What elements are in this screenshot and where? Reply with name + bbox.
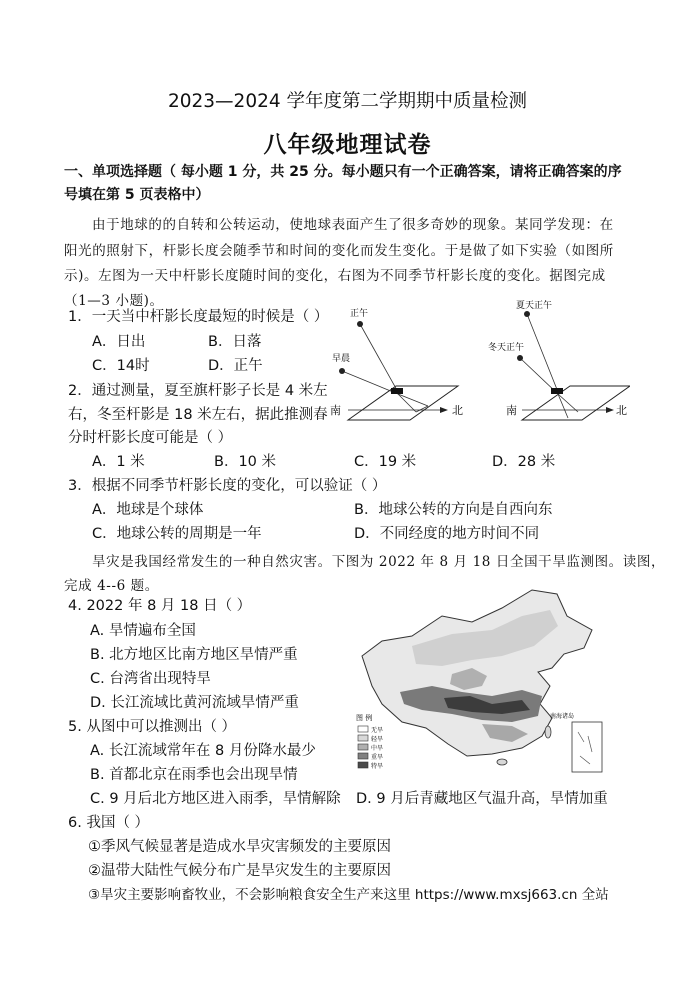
inset-label: 南海诸岛 — [550, 713, 575, 720]
question-6-statement-2: ②温带大陆性气候分布广是旱灾发生的主要原因 — [88, 863, 391, 879]
legend-swatch — [358, 753, 368, 759]
question-1-option-d: D．正午 — [208, 358, 263, 374]
question-3-option-a: A．地球是个球体 — [92, 502, 204, 518]
label-south-right: 南 — [506, 404, 517, 417]
legend-label: 轻旱 — [371, 736, 384, 743]
exam-subtitle: 八年级地理试卷 — [263, 131, 432, 158]
question-3-option-d: D．不同经度的地方时间不同 — [354, 526, 540, 542]
intro-paragraph-2-line2: 完成 4--6 题。 — [64, 578, 159, 594]
intro-paragraph-1-line3: 示)。左图为一天中杆影长度随时间的变化，右图为不同季节杆影长度的变化。据图完成 — [64, 268, 606, 284]
question-3-stem: 3．根据不同季节杆影长度的变化，可以验证（ ） — [68, 478, 387, 494]
legend-label: 特旱 — [371, 763, 384, 770]
question-3-option-b: B．地球公转的方向是自西向东 — [354, 502, 553, 518]
question-6-statement-3: ③旱灾主要影响畜牧业，不会影响粮食安全生产来这里 https://www.mxsj663.cn 全站 — [88, 887, 609, 903]
question-4-option-a: A. 旱情遍布全国 — [90, 623, 196, 639]
question-2-stem-line1: 2．通过测量，夏至旗杆影子长是 4 米左 — [68, 383, 328, 399]
summer-sun-icon — [524, 311, 530, 317]
question-4-stem: 4. 2022 年 8 月 18 日（ ） — [68, 598, 252, 614]
question-5-option-d: D. 9 月后青藏地区气温升高，旱情加重 — [356, 791, 608, 807]
question-5-option-b: B. 首都北京在雨季也会出现旱情 — [90, 767, 298, 783]
legend-label: 重旱 — [371, 754, 384, 761]
shadow-diagram-right — [488, 300, 630, 420]
label-north-right: 北 — [616, 404, 627, 417]
question-1-option-a: A．日出 — [92, 334, 146, 350]
intro-paragraph-1-line2: 阳光的照射下，杆影长度会随季节和时间的变化而发生变化。于是做了如下实验（如图所 — [64, 243, 614, 259]
legend-label: 中旱 — [371, 745, 384, 752]
question-1-option-c: C．14时 — [92, 358, 150, 374]
question-2-option-b: B．10 米 — [214, 454, 277, 470]
label-morning: 早晨 — [332, 354, 351, 364]
summer-sun-ray — [527, 314, 558, 392]
legend-swatch — [358, 762, 368, 768]
exam-header-title: 2023—2024 学年度第二学期期中质量检测 — [167, 91, 528, 112]
label-winter-noon: 冬天正午 — [488, 343, 525, 353]
question-5-option-c: C. 9 月后北方地区进入雨季，旱情解除 — [90, 791, 341, 807]
question-4-option-b: B. 北方地区比南方地区旱情严重 — [90, 647, 298, 663]
morning-sun-ray — [342, 371, 398, 394]
label-north-left: 北 — [452, 404, 463, 417]
legend-swatch — [358, 726, 368, 732]
question-4-option-c: C. 台湾省出现特旱 — [90, 671, 211, 687]
intro-paragraph-2-line1: 旱灾是我国经常发生的一种自然灾害。下图为 2022 年 8 月 18 日全国干旱监测图。读图， — [92, 554, 666, 570]
ground-plane-right — [522, 386, 630, 420]
shadow-diagram-left — [330, 307, 463, 420]
south-china-sea-inset — [572, 722, 602, 772]
question-2-option-c: C．19 米 — [354, 454, 417, 470]
question-1-option-b: B．日落 — [208, 334, 262, 350]
question-3-option-c: C．地球公转的周期是一年 — [92, 526, 262, 542]
noon-sun-ray — [360, 324, 398, 392]
label-south-left: 南 — [330, 404, 341, 417]
question-1-stem: 1．一天当中杆影长度最短的时候是（ ） — [68, 309, 329, 325]
question-2-stem-line2: 右，冬至杆影是 18 米左右，据此推测春 — [68, 407, 328, 423]
section-heading-line1: 一、单项选择题（ 每小题 1 分，共 25 分。每小题只有一个正确答案，请将正确答案的序 — [64, 164, 622, 180]
legend-label: 无旱 — [371, 727, 384, 734]
noon-sun-icon — [357, 321, 363, 327]
question-2-option-d: D．28 米 — [492, 454, 556, 470]
legend-title: 图 例 — [356, 714, 373, 722]
intro-paragraph-1-line4: （1—3 小题)。 — [64, 293, 164, 309]
flagpole-left — [391, 388, 403, 394]
shadow-experiment-figure — [330, 300, 630, 435]
taiwan-island — [545, 726, 551, 738]
question-6-statement-1: ①季风气候显著是造成水旱灾害频发的主要原因 — [88, 839, 391, 855]
question-4-option-d: D. 长江流域比黄河流域旱情严重 — [90, 695, 299, 711]
drought-map-figure — [352, 586, 615, 778]
section-heading-line2: 号填在第 5 页表格中） — [64, 187, 210, 203]
winter-sun-icon — [517, 355, 523, 361]
question-5-stem: 5. 从图中可以推测出（ ） — [68, 719, 237, 735]
label-noon: 正午 — [350, 309, 369, 319]
question-5-option-a: A. 长江流域常年在 8 月份降水最少 — [90, 743, 316, 759]
flagpole-right — [551, 388, 563, 394]
hainan-island — [497, 759, 507, 765]
label-summer-noon: 夏天正午 — [516, 301, 553, 311]
legend-swatch — [358, 735, 368, 741]
intro-paragraph-1-line1: 由于地球的的自转和公转运动，使地球表面产生了很多奇妙的现象。某同学发现：在 — [92, 217, 614, 233]
question-2-stem-line3: 分时杆影长度可能是（ ） — [68, 430, 233, 446]
question-6-stem: 6. 我国（ ） — [68, 815, 150, 831]
morning-sun-icon — [339, 368, 345, 374]
question-2-option-a: A．1 米 — [92, 454, 145, 470]
legend-swatch — [358, 744, 368, 750]
